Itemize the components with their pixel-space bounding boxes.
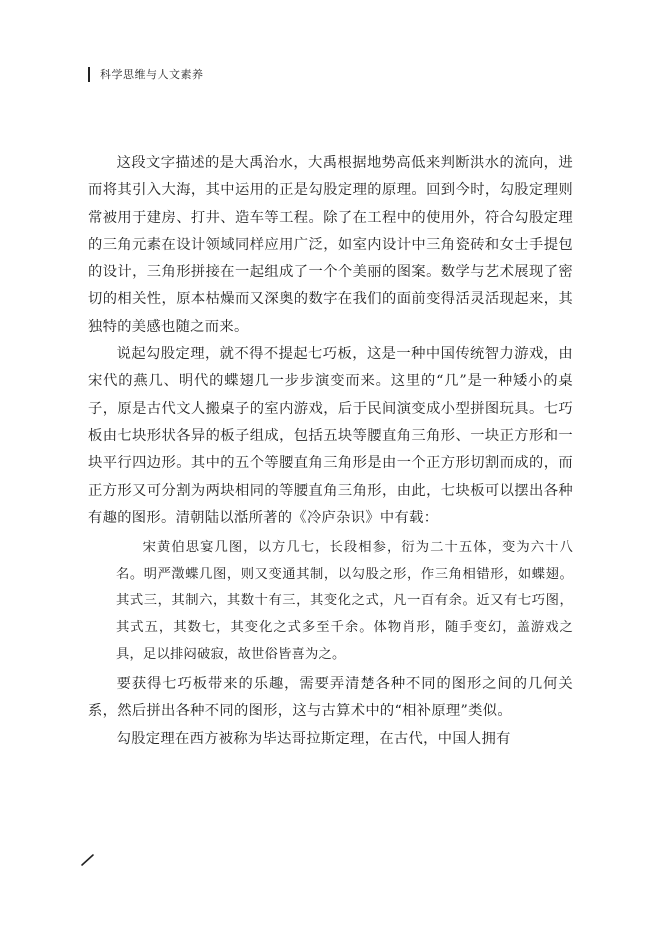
paragraph-2: 说起勾股定理，就不得不提起七巧板，这是一种中国传统智力游戏，由宋代的燕几、明代的蝶翅几一步步演变而来。这里的“几”是一种矮小的桌子，原是古代文人搬桌子的室内游戏，后于民间演变成小型拼图玩具。七巧板由七块形状各异的板子组成，包括五块等腰直角三角形、一块正方形和一块平行四边形。其中的五个等腰直角三角形是由一个正方形切割而成的，而正方形又可分割为两块相同的等腰直角三角形，由此，七块板可以摆出各种有趣的图形。清朝陆以湉所著的《冷庐杂识》中有载： xyxy=(88,346,573,526)
paragraph-1: 这段文字描述的是大禹治水，大禹根据地势高低来判断洪水的流向，进而将其引入大海，其中运用的正是勾股定理的原理。回到今时，勾股定理则常被用于建房、打井、造车等工程。除了在工程中的使用外，符合勾股定理的三角元素在设计领域同样应用广泛，如室内设计中三角瓷砖和女士手提包的设计，三角形拼接在一起组成了一个个美丽的图案。数学与艺术展现了密切的相关性，原本枯燥而又深奥的数字在我们的面前变得活灵活现起来，其独特的美感也随之而来。 xyxy=(88,155,573,335)
paragraph-4: 勾股定理在西方被称为毕达哥拉斯定理，在古代，中国人拥有 xyxy=(116,730,511,747)
body-text xyxy=(88,150,573,753)
block-quote: 宋黄伯思宴几图，以方几七，长段相参，衍为二十五体，变为六十八名。明严澂蝶几图，则又变通其制，以勾股之形，作三角相错形，如蝶翅。其式三，其制六，其数十有三，其变化之式，凡一百有余。近又有七巧图，其式五，其数七，其变化之式多至千余。体物肖形，随手变幻，盖游戏之具，足以排闷破寂，故世俗皆喜为之。 xyxy=(116,540,573,662)
slash-page-mark-icon xyxy=(80,852,96,866)
header-title: 科学思维与人文素养 xyxy=(100,68,204,81)
header-rule xyxy=(88,67,90,82)
running-header xyxy=(88,66,204,82)
paragraph-3: 要获得七巧板带来的乐趣，需要弄清楚各种不同的图形之间的几何关系，然后拼出各种不同的图形，这与古算术中的“相补原理”类似。 xyxy=(88,676,573,720)
